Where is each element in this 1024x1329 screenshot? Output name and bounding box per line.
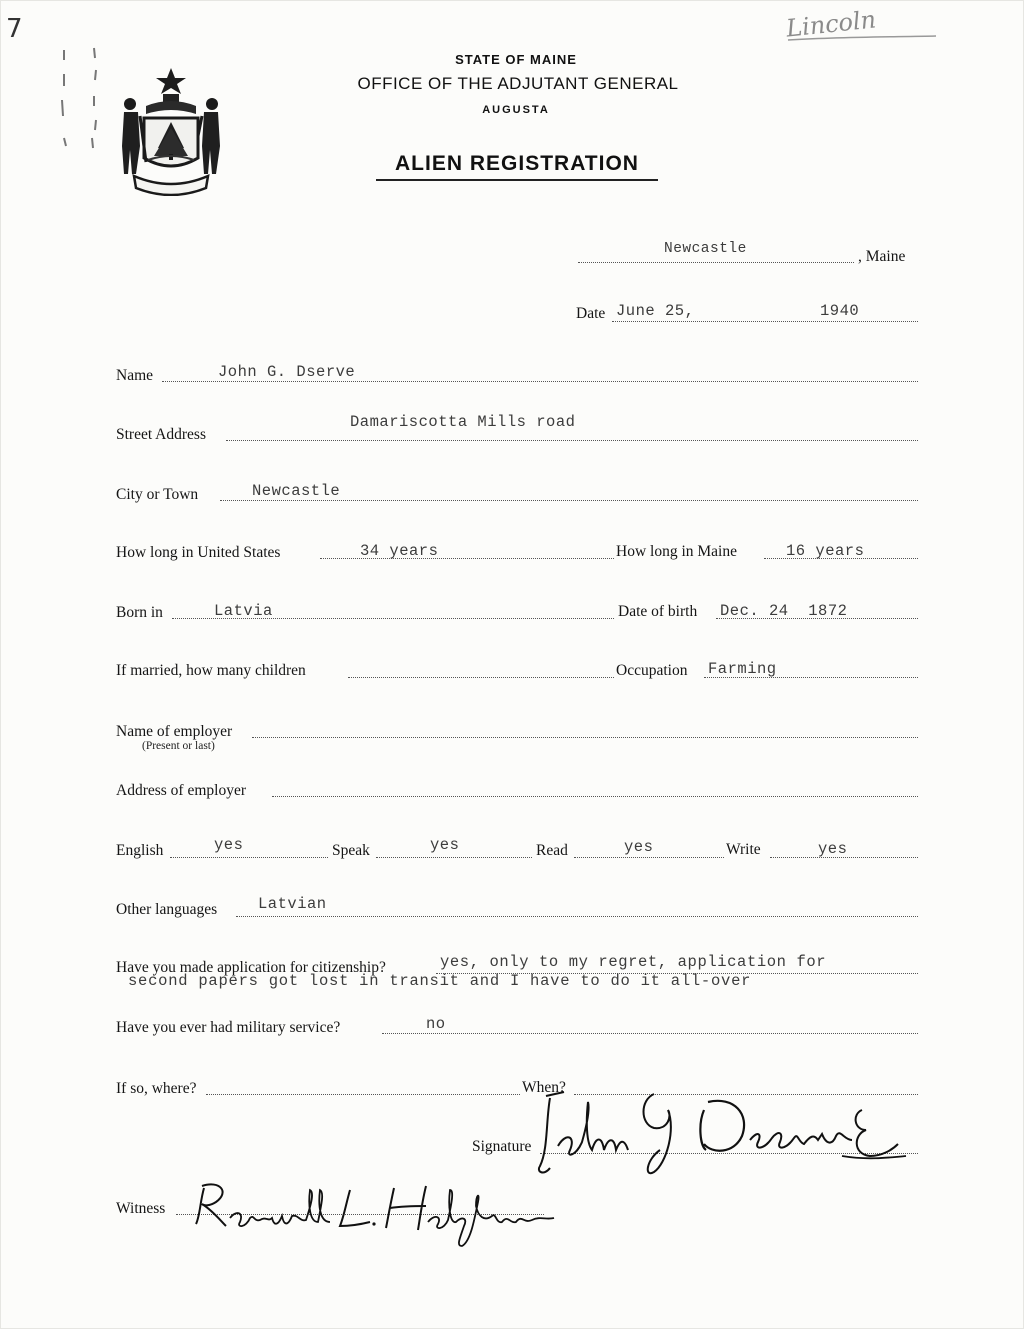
military-field-line (382, 1033, 918, 1034)
witness-handwriting (190, 1172, 560, 1252)
occupation-label: Occupation (616, 662, 688, 679)
name-value: John G. Dserve (218, 363, 356, 381)
write-label: Write (726, 841, 761, 858)
years-maine-label: How long in Maine (616, 543, 737, 560)
street-label: Street Address (116, 426, 206, 443)
english-label: English (116, 842, 164, 859)
employer-sublabel: (Present or last) (142, 740, 215, 752)
place-field-line (578, 262, 854, 263)
speak-field-line (376, 857, 532, 858)
signature-handwriting (536, 1080, 908, 1180)
children-field-line (348, 677, 614, 678)
employer-address-field-line (272, 796, 918, 797)
write-value: yes (818, 840, 848, 858)
children-label: If married, how many children (116, 662, 306, 679)
date-month-day: June 25, (616, 302, 695, 320)
citizenship-value-line1: yes, only to my regret, application for (440, 953, 827, 971)
english-field-line (170, 857, 328, 858)
citizenship-value-line2: second papers got lost in transit and I have to do it all-over (128, 972, 752, 990)
dob-label: Date of birth (618, 603, 698, 620)
where-label: If so, where? (116, 1080, 197, 1097)
header-city: AUGUSTA (482, 104, 550, 116)
city-value: Newcastle (252, 482, 341, 500)
street-value: Damariscotta Mills road (350, 413, 576, 431)
military-value: no (426, 1015, 446, 1033)
read-field-line (574, 857, 724, 858)
citizenship-label: Have you made application for citizenship? (116, 959, 386, 976)
header-office: OFFICE OF THE ADJUTANT GENERAL (357, 74, 679, 93)
street-field-line (226, 440, 918, 441)
name-field-line (162, 381, 918, 382)
employer-label: Name of employer (116, 723, 233, 740)
date-field-line (612, 321, 918, 322)
speak-label: Speak (332, 842, 370, 859)
city-field-line (220, 500, 918, 501)
occupation-value: Farming (708, 660, 777, 678)
employer-address-label: Address of employer (116, 782, 246, 799)
header-state: STATE OF MAINE (455, 52, 577, 67)
read-label: Read (536, 842, 568, 859)
witness-label: Witness (116, 1200, 166, 1217)
pencil-underline (786, 34, 938, 44)
born-in-label: Born in (116, 604, 163, 621)
margin-number: 7 (6, 14, 23, 44)
employer-field-line (252, 737, 918, 738)
other-languages-label: Other languages (116, 901, 218, 918)
city-label: City or Town (116, 486, 199, 503)
speak-value: yes (430, 836, 460, 854)
place-value: Newcastle (664, 241, 747, 257)
other-languages-value: Latvian (258, 895, 327, 913)
years-us-value: 34 years (360, 542, 439, 560)
born-in-value: Latvia (214, 602, 273, 620)
when-label: When? (522, 1079, 566, 1096)
read-value: yes (624, 838, 654, 856)
dob-value: Dec. 24 1872 (720, 602, 848, 620)
years-maine-value: 16 years (786, 542, 865, 560)
name-label: Name (116, 367, 154, 384)
page-title: ALIEN REGISTRATION (376, 152, 658, 181)
years-us-label: How long in United States (116, 544, 281, 561)
place-suffix: , Maine (858, 248, 906, 265)
date-year: 1940 (820, 302, 860, 320)
date-label: Date (576, 305, 606, 322)
where-field-line (206, 1094, 520, 1095)
other-languages-field-line (236, 916, 918, 917)
signature-label: Signature (472, 1138, 532, 1155)
pencil-note: Lincoln (784, 5, 878, 43)
military-label: Have you ever had military service? (116, 1019, 341, 1036)
english-value: yes (214, 836, 244, 854)
